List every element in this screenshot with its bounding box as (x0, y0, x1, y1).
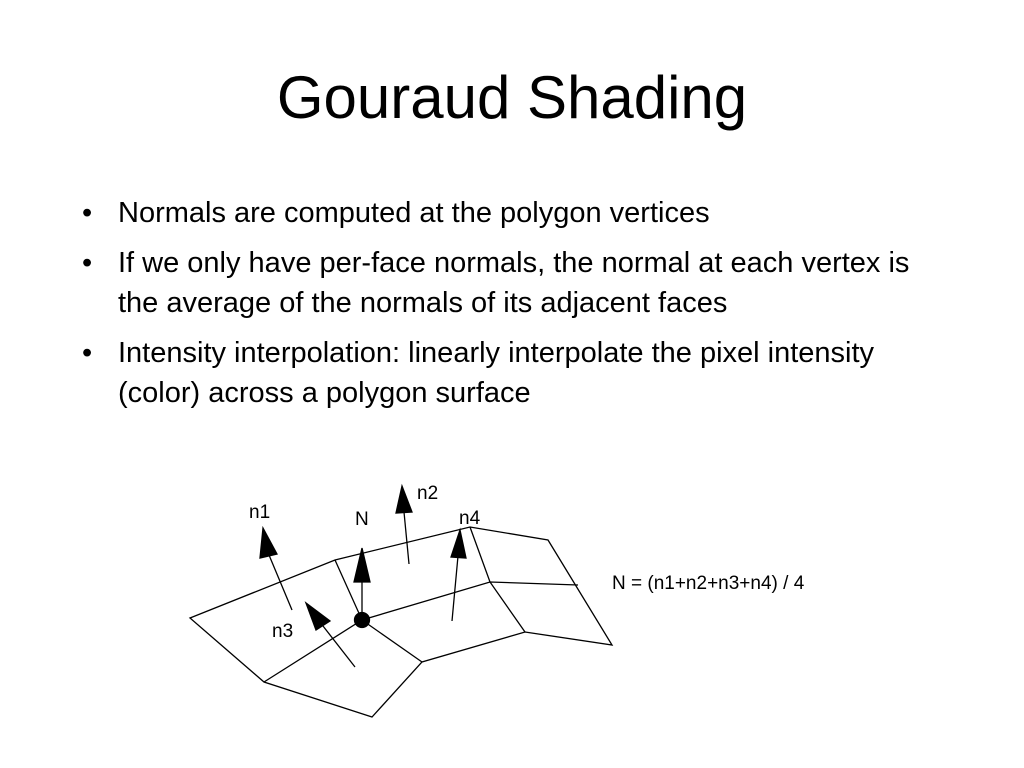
normal-arrow-n3 (306, 603, 355, 667)
label-n2: n2 (417, 483, 439, 504)
normal-arrow-N (354, 548, 370, 620)
mesh-edge (470, 527, 525, 632)
label-n4: n4 (459, 508, 481, 529)
normal-arrow-n2 (396, 486, 412, 564)
mesh-edge (335, 560, 422, 662)
slide-title: Gouraud Shading (276, 64, 748, 131)
polygon-mesh (190, 527, 612, 717)
label-N: N (355, 509, 369, 530)
bullet-text: If we only have per-face normals, the normal at each vertex is the average of the normals of its adjacent faces (118, 247, 910, 319)
label-n1: n1 (249, 502, 271, 523)
mesh-outline (190, 527, 612, 717)
normal-arrow-n4 (451, 530, 466, 621)
mesh-edge (264, 582, 578, 682)
bullet-marker: • (82, 197, 93, 229)
label-n3: n3 (272, 621, 294, 642)
bullet-marker: • (82, 247, 93, 279)
average-formula: N = (n1+n2+n3+n4) / 4 (612, 573, 805, 594)
bullet-text: Intensity interpolation: linearly interpolate the pixel intensity (color) across a polygon surface (118, 337, 875, 409)
vertex-dot (355, 613, 370, 628)
normal-arrow-n1 (260, 528, 292, 610)
bullet-marker: • (82, 337, 93, 369)
bullet-text: Normals are computed at the polygon vertices (118, 197, 710, 229)
